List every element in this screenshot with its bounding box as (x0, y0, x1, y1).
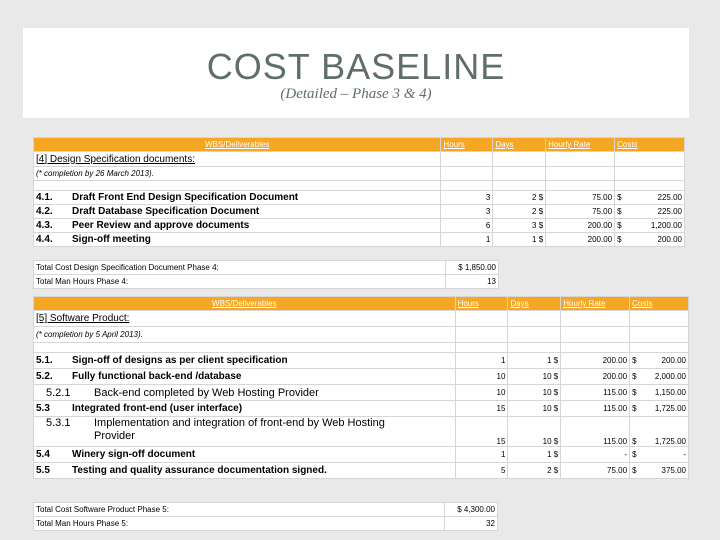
slide-subtitle: (Detailed – Phase 3 & 4) (280, 86, 432, 102)
header-hours: Hours (455, 297, 508, 311)
summary-cost-row (34, 261, 499, 275)
header-hours: Hours (441, 138, 493, 152)
row-cost: - (683, 450, 686, 459)
row-currency: $ (553, 356, 559, 365)
table-row (34, 353, 689, 369)
row-label: Draft Front End Design Specification Document (72, 192, 299, 203)
row-currency: $ (553, 372, 559, 381)
table-row (34, 463, 689, 479)
row-number: 5.3.1 (46, 417, 71, 429)
row-days: 1 (547, 450, 552, 459)
table-header-row (34, 297, 689, 311)
row-rate: - (561, 447, 630, 463)
row-rate: 115.00 (561, 417, 630, 447)
row-hours: 10 (455, 369, 508, 385)
phase5-summary (33, 502, 498, 531)
row-hours: 3 (441, 191, 493, 205)
header-wbs: WBS/Deliverables (34, 297, 456, 311)
row-days: 2 (532, 207, 537, 216)
table-row (34, 385, 689, 401)
row-label: Implementation and integration of front-end by Web Hosting (94, 417, 385, 429)
table-row (34, 401, 689, 417)
row-label: Fully functional back-end /database (72, 371, 242, 382)
row-cost: 200.00 (657, 235, 682, 244)
row-label: Winery sign-off document (72, 449, 196, 460)
row-label: Draft Database Specification Document (72, 206, 260, 217)
row-number: 4.3. (36, 220, 53, 231)
row-cost-currency: $ (632, 466, 637, 475)
note-row (34, 167, 685, 181)
total-cost-label: Total Cost Software Product Phase 5: (34, 503, 445, 517)
header-rate: Hourly Rate (561, 297, 630, 311)
row-rate: 200.00 (561, 353, 630, 369)
row-hours: 1 (455, 447, 508, 463)
row-cost: 2,000.00 (654, 372, 686, 381)
row-cost: 225.00 (657, 207, 682, 216)
row-rate: 75.00 (546, 205, 615, 219)
table-row (34, 219, 685, 233)
row-currency: $ (553, 450, 559, 459)
row-cost: 1,725.00 (654, 404, 686, 413)
row-cost: 375.00 (661, 466, 686, 475)
row-currency: $ (553, 404, 559, 413)
row-currency: $ (538, 193, 544, 202)
row-days: 1 (532, 235, 537, 244)
header-costs: Costs (630, 297, 689, 311)
row-number: 5.2. (36, 371, 53, 382)
total-cost-value: $ 4,300.00 (445, 503, 498, 517)
header-costs: Costs (615, 138, 685, 152)
row-cost-currency: $ (632, 404, 637, 413)
software-product-table (33, 296, 689, 479)
row-cost-currency: $ (632, 437, 637, 446)
row-days: 2 (532, 193, 537, 202)
spacer-row (34, 181, 685, 191)
row-days: 10 (542, 437, 552, 446)
row-number: 5.2.1 (46, 386, 71, 399)
row-cost-currency: $ (617, 193, 622, 202)
row-currency: $ (553, 437, 559, 446)
row-days: 10 (542, 388, 552, 397)
row-rate: 75.00 (561, 463, 630, 479)
row-label: Peer Review and approve documents (72, 220, 250, 231)
table-row (34, 417, 689, 447)
row-number: 4.2. (36, 206, 53, 217)
design-spec-table (33, 137, 685, 247)
total-hours-value: 32 (445, 517, 498, 531)
row-cost-currency: $ (632, 356, 637, 365)
header-rate: Hourly Rate (546, 138, 615, 152)
total-cost-value: $ 1,850.00 (446, 261, 499, 275)
row-days: 10 (542, 404, 552, 413)
row-rate: 115.00 (561, 401, 630, 417)
row-label: Sign-off of designs as per client specification (72, 355, 288, 366)
row-number: 5.3 (36, 403, 50, 414)
row-label: Testing and quality assurance documentation signed. (72, 465, 327, 476)
completion-note: (* completion by 5 April 2013). (34, 327, 456, 343)
row-cost: 200.00 (661, 356, 686, 365)
row-hours: 15 (455, 401, 508, 417)
row-cost-currency: $ (632, 372, 637, 381)
table-header-row (34, 138, 685, 152)
table-row (34, 233, 685, 247)
row-rate: 200.00 (546, 219, 615, 233)
table-row (34, 369, 689, 385)
row-rate: 75.00 (546, 191, 615, 205)
row-label-continued: Provider (94, 430, 135, 442)
table-row (34, 191, 685, 205)
row-currency: $ (538, 207, 544, 216)
row-cost-currency: $ (632, 388, 637, 397)
total-hours-value: 13 (446, 275, 499, 289)
section-title: [4] Design Specification documents: (34, 152, 441, 167)
row-cost-currency: $ (617, 221, 622, 230)
completion-note: (* completion by 26 March 2013). (34, 167, 441, 181)
section-title: [5] Software Product: (34, 311, 456, 327)
summary-hours-row (34, 275, 499, 289)
row-number: 5.1. (36, 355, 53, 366)
row-rate: 115.00 (561, 385, 630, 401)
row-currency: $ (538, 221, 544, 230)
total-hours-label: Total Man Hours Phase 4: (34, 275, 446, 289)
row-hours: 1 (455, 353, 508, 369)
spacer-row (34, 343, 689, 353)
summary-hours-row (34, 517, 498, 531)
total-cost-label: Total Cost Design Specification Document Phase 4: (34, 261, 446, 275)
section-row (34, 152, 685, 167)
table-row (34, 447, 689, 463)
row-days: 2 (547, 466, 552, 475)
row-cost-currency: $ (617, 207, 622, 216)
total-hours-label: Total Man Hours Phase 5: (34, 517, 445, 531)
row-label: Sign-off meeting (72, 234, 151, 245)
row-hours: 1 (441, 233, 493, 247)
row-cost-currency: $ (632, 450, 637, 459)
phase4-summary (33, 260, 499, 289)
row-days: 10 (542, 372, 552, 381)
row-rate: 200.00 (561, 369, 630, 385)
row-hours: 5 (455, 463, 508, 479)
row-hours: 10 (455, 385, 508, 401)
row-number: 5.4 (36, 449, 50, 460)
slide-title: COST BASELINE (206, 46, 506, 87)
header-wbs: WBS/Deliverables (34, 138, 441, 152)
row-cost-currency: $ (617, 235, 622, 244)
title-band (23, 28, 689, 118)
row-hours: 6 (441, 219, 493, 233)
row-hours: 3 (441, 205, 493, 219)
row-label: Integrated front-end (user interface) (72, 403, 243, 414)
row-cost: 1,725.00 (654, 437, 686, 446)
row-number: 5.5 (36, 465, 50, 476)
section-row (34, 311, 689, 327)
header-days: Days (493, 138, 546, 152)
header-days: Days (508, 297, 561, 311)
summary-cost-row (34, 503, 498, 517)
row-number: 4.1. (36, 192, 53, 203)
row-currency: $ (553, 466, 559, 475)
row-rate: 200.00 (546, 233, 615, 247)
row-days: 1 (547, 356, 552, 365)
row-currency: $ (538, 235, 544, 244)
row-cost: 1,200.00 (650, 221, 682, 230)
row-label: Back-end completed by Web Hosting Provider (94, 386, 319, 399)
row-cost: 225.00 (657, 193, 682, 202)
note-row (34, 327, 689, 343)
row-days: 3 (532, 221, 537, 230)
row-hours: 15 (455, 417, 508, 447)
row-cost: 1,150.00 (654, 388, 686, 397)
row-currency: $ (553, 388, 559, 397)
table-row (34, 205, 685, 219)
row-number: 4.4. (36, 234, 53, 245)
